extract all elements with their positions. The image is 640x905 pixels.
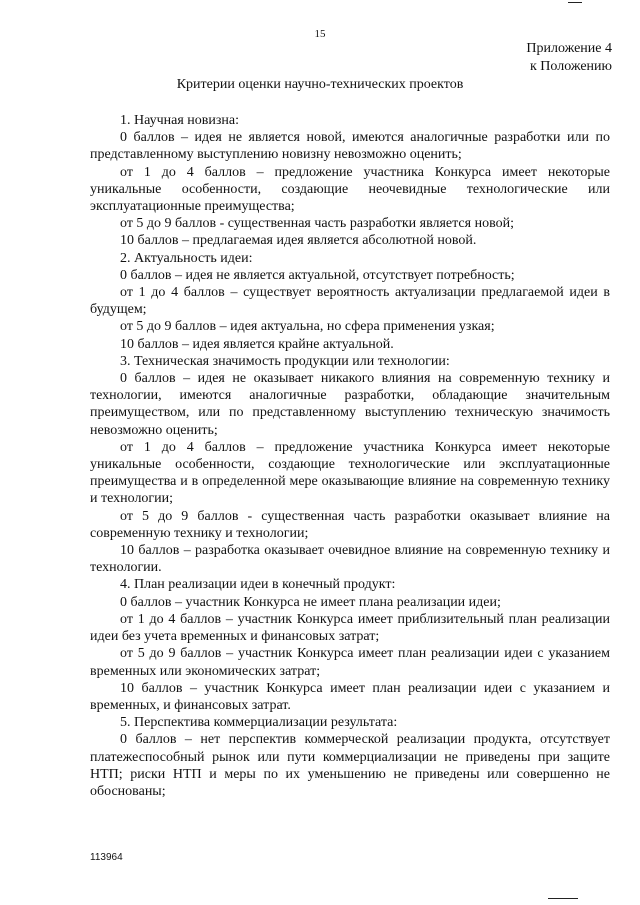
paragraph: 5. Перспектива коммерциализации результата:	[120, 715, 398, 731]
paragraph: 0 баллов – идея не является актуальной, отсутствует потребность;	[120, 267, 515, 283]
paragraph: от 5 до 9 баллов - существенная часть разработки является новой;	[120, 216, 514, 232]
paragraph: 10 баллов – идея является крайне актуальной.	[120, 336, 394, 352]
paragraph: 4. План реализации идеи в конечный продукт:	[120, 577, 396, 593]
paragraph: от 5 до 9 баллов – участник Конкурса имеет план реализации идеи с указанием временных или экономических затрат;	[90, 646, 610, 679]
paragraph: 0 баллов – нет перспектив коммерческой реализации продукта, отсутствует платежеспособный рынок или пути коммерциализации не приведены при защите НТП; риски НТП и меры по их уменьшению не приведены или совершенно не обоснованы;	[90, 732, 610, 799]
paragraph: 10 баллов – разработка оказывает очевидное влияние на современную технику и технологии.	[90, 543, 610, 576]
page-number: 15	[314, 28, 326, 40]
paragraph: от 1 до 4 баллов – предложение участника Конкурса имеет некоторые уникальные особенности, создающие неочевидные технологические или эксплуатационные преимущества;	[90, 164, 610, 215]
document-code: 113964	[90, 852, 123, 863]
appendix-line-2: к Положению	[529, 59, 612, 74]
paragraph: от 5 до 9 баллов - существенная часть разработки оказывает влияние на современную технику и технологии;	[90, 508, 610, 541]
paragraph: 0 баллов – идея не оказывает никакого влияния на современную технику и технологии, имеются аналогичные разработки, обладающие значительным преимуществом, или по представленному выступлению техническую значимость невозможно оценить;	[90, 371, 610, 438]
appendix-line-1: Приложение 4	[526, 41, 612, 56]
paragraph: 10 баллов – участник Конкурса имеет план реализации идеи с указанием и временных, и финансовых затрат.	[90, 680, 610, 713]
paragraph: 1. Научная новизна:	[120, 113, 240, 128]
appendix-reference	[526, 40, 612, 76]
document-title: Критерии оценки научно-технических проектов	[176, 77, 464, 92]
paragraph: от 1 до 4 баллов – существует вероятность актуализации предлагаемой идеи в будущем;	[90, 285, 610, 318]
top-corner-mark	[568, 2, 582, 3]
paragraph: 0 баллов – идея не является новой, имеются аналогичные разработки или по представленному выступлению новизну невозможно оценить;	[90, 130, 610, 163]
paragraph: от 1 до 4 баллов – участник Конкурса имеет приблизительный план реализации идеи без учета временных и финансовых затрат;	[90, 611, 610, 645]
paragraph: 3. Техническая значимость продукции или технологии:	[120, 353, 450, 369]
paragraph: 10 баллов – предлагаемая идея является абсолютной новой.	[120, 233, 477, 249]
paragraph: от 5 до 9 баллов – идея актуальна, но сфера применения узкая;	[120, 319, 495, 335]
bottom-corner-mark	[548, 898, 578, 899]
paragraph: 2. Актуальность идеи:	[120, 250, 253, 266]
criteria-body	[90, 112, 610, 800]
paragraph: от 1 до 4 баллов – предложение участника Конкурса имеет некоторые уникальные особенности, создающие технологические или эксплуатационные преимущества и в определенной мере оказывающие влияние на современную технику и технологии;	[90, 439, 610, 507]
paragraph: 0 баллов – участник Конкурса не имеет плана реализации идеи;	[120, 594, 501, 610]
